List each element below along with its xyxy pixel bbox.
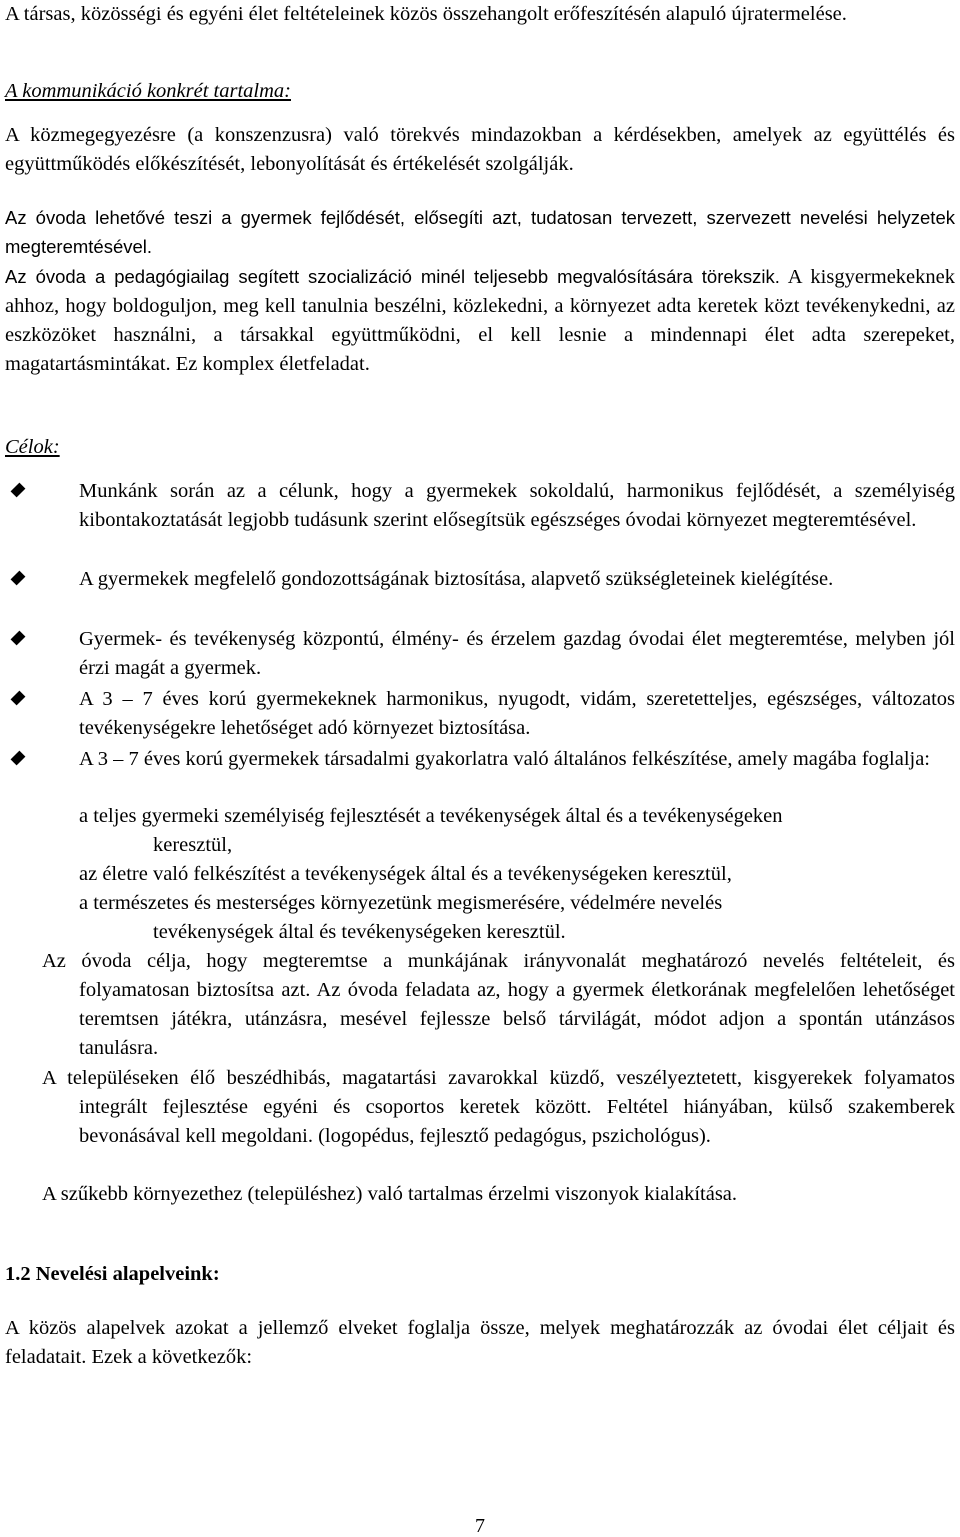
goal-text: Munkánk során az a célunk, hogy a gyermekek sokoldalú, harmonikus fejlődését, a személyiség kibontakoztatását legjobb tudásunk szerint elősegítsük egészséges óvodai környezet megteremtésével. [79,480,955,531]
sub-item-first-line: a teljes gyermeki személyiség fejlesztését a tevékenységek által és a tevékenységeken [79,805,783,827]
page-number: 7 [475,1515,485,1537]
diamond-bullet-icon [11,751,26,766]
goal-text: Gyermek- és tevékenység központú, élmény- és érzelem gazdag óvodai élet megteremtése, melyben jól érzi magát a gyermek. [79,628,955,679]
sub-item-continuation: tevékenységek által és tevékenységeken keresztül. [153,921,566,943]
diamond-bullet-icon [11,571,26,586]
kindergarten-paragraph-1: Az óvoda lehetővé teszi a gyermek fejlődését, elősegíti azt, tudatosan tervezett, szervezett nevelési helyzetek megteremtésével. [5,207,955,257]
goal-text: A gyermekek megfelelő gondozottságának biztosítása, alapvető szükségleteinek kielégítése. [79,568,834,590]
communication-heading: A kommunikáció konkrét tartalma: [5,80,291,102]
intro-paragraph: A társas, közösségi és egyéni élet feltételeinek közös összehangolt erőfeszítésén alapuló újratermelése. [5,3,847,25]
sub-item [79,860,955,889]
goal-text: A 3 – 7 éves korú gyermekek társadalmi gyakorlatra való általános felkészítése, amely magába foglalja: [79,748,931,770]
body-paragraph: Az óvoda célja, hogy megteremtse a munkájának irányvonalát meghatározó nevelés feltételeit, és folyamatosan biztosítsa azt. Az óvoda feladata az, hogy a gyermek életkorának megfelelően lehetőséget teremtsen játékra, utánzásra, mesével fejlessze belső tárvilágát, módot adjon a spontán utánzásos tanulásra. [42,950,955,1059]
diamond-bullet-icon [11,483,26,498]
diamond-bullet-icon [11,631,26,646]
section-paragraph: A közös alapelvek azokat a jellemző elveket foglalja össze, melyek meghatározzák az óvodai élet céljait és feladatait. Ezek a következők: [5,1317,955,1368]
body-paragraph: A szűkebb környezethez (településhez) való tartalmas érzelmi viszonyok kialakítása. [42,1183,738,1205]
sub-item [79,889,955,947]
goals-heading: Célok: [5,436,60,458]
sub-item-first-line: az életre való felkészítést a tevékenységek által és a tevékenységeken keresztül, [79,863,732,885]
diamond-bullet-icon [11,691,26,706]
body-paragraph: A településeken élő beszédhibás, magatartási zavarokkal küzdő, veszélyeztetett, kisgyerekek folyamatos integrált fejlesztése egyéni és csoportos keretek között. Feltétel hiányában, külső szakemberek bevonásával kell megoldani. (logopédus, fejlesztő pedagógus, pszichológus). [42,1067,955,1147]
sub-item-continuation: keresztül, [153,834,233,856]
goal-text: A 3 – 7 éves korú gyermekeknek harmonikus, nyugodt, vidám, szeretetteljes, egészséges, változatos tevékenységekre lehetőséget adó környezet biztosítása. [79,688,955,739]
communication-paragraph: A közmegegyezésre (a konszenzusra) való törekvés mindazokban a kérdésekben, amelyek az együttélés és együttműködés előkészítését, lebonyolítását és értékelését szolgálják. [5,124,955,175]
sub-item [79,802,955,860]
kindergarten-paragraph-2-lead: Az óvoda a pedagógiailag segített szocializáció minél teljesebb megvalósítására törekszik. [5,266,780,287]
sub-item-first-line: a természetes és mesterséges környezetünk megismerésére, védelmére nevelés [79,892,723,914]
section-heading: 1.2 Nevelési alapelveink: [5,1263,220,1285]
kindergarten-paragraph-2-body: A kisgyermekeknek ahhoz, hogy boldoguljon, meg kell tanulnia beszélni, közlekedni, a környezet adta keretek közt tevékenykedni, az eszközöket használni, a társakkal együttműködni, el kell lesnie a mindennapi élet adta szerepeket, magatartásmintákat. Ez komplex életfeladat. [5,266,955,375]
kindergarten-paragraph-2 [5,262,955,379]
